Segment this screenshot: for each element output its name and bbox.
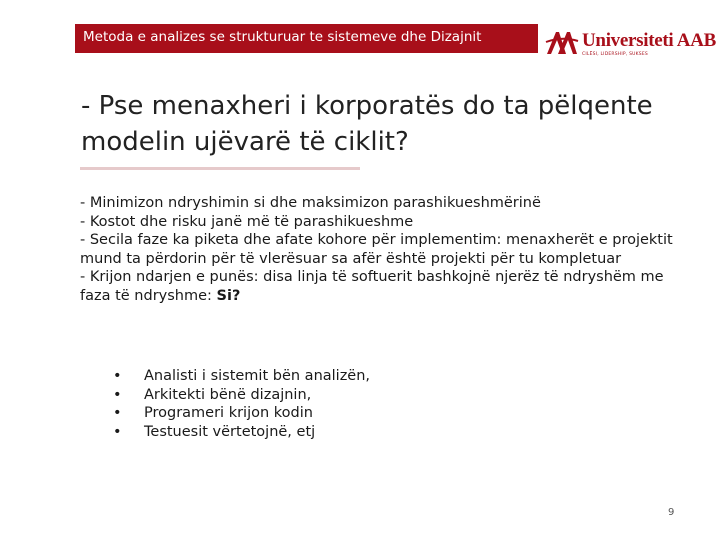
bullet-marker: • [113, 386, 122, 403]
paragraph-division-of-work [80, 268, 680, 305]
aab-logo-icon [545, 28, 579, 58]
bullet-text: Arkitekti bënë dizajnin, [144, 386, 312, 403]
bullet-item [113, 423, 370, 442]
bullet-item [113, 367, 370, 386]
paragraph-milestones: - Secila faze ka piketa dhe afate kohore për implementim: menaxherët e projektit mund ta përdorin për të vlerësuar sa afër është projekti për tu kompletuar [80, 232, 673, 267]
bullet-marker: • [113, 368, 122, 384]
header-title: Metoda e analizes se strukturuar te sistemeve dhe Dizajnit [83, 29, 482, 45]
bullet-item [113, 404, 370, 423]
header-bar [75, 24, 538, 53]
logo-name: Universiteti AAB [582, 30, 716, 51]
paragraph-minimize-change: - Minimizon ndryshimin si dhe maksimizon parashikueshmërinë [80, 195, 541, 211]
body-text [80, 194, 680, 306]
bullet-list [113, 367, 370, 441]
university-logo [545, 26, 715, 60]
bullet-text: Testuesit vërtetojnë, etj [144, 423, 316, 440]
logo-tagline: CILËSI, LIDERSHIP, SUKSES [582, 52, 648, 57]
bullet-marker: • [113, 405, 122, 422]
paragraph-division-text: - Krijon ndarjen e punës: disa linja të softuerit bashkojnë njerëz të ndryshëm me faza të ndryshme: [80, 269, 664, 304]
emphasis-si: Si? [216, 287, 241, 304]
bullet-text: Analisti i sistemit bën analizën, [144, 368, 371, 384]
slide-title-line-2: modelin ujëvarë të ciklit? [81, 127, 409, 157]
slide-title-line-1: - Pse menaxheri i korporatës do ta pëlqente [81, 91, 653, 121]
bullet-item [113, 386, 370, 405]
bullet-text: Programeri krijon kodin [144, 405, 313, 422]
slide-title [81, 88, 720, 160]
paragraph-costs-risk: - Kostot dhe risku janë më të parashikueshme [80, 213, 414, 230]
title-underline [80, 167, 360, 170]
bullet-marker: • [113, 423, 122, 440]
page-number: 9 [668, 507, 675, 518]
